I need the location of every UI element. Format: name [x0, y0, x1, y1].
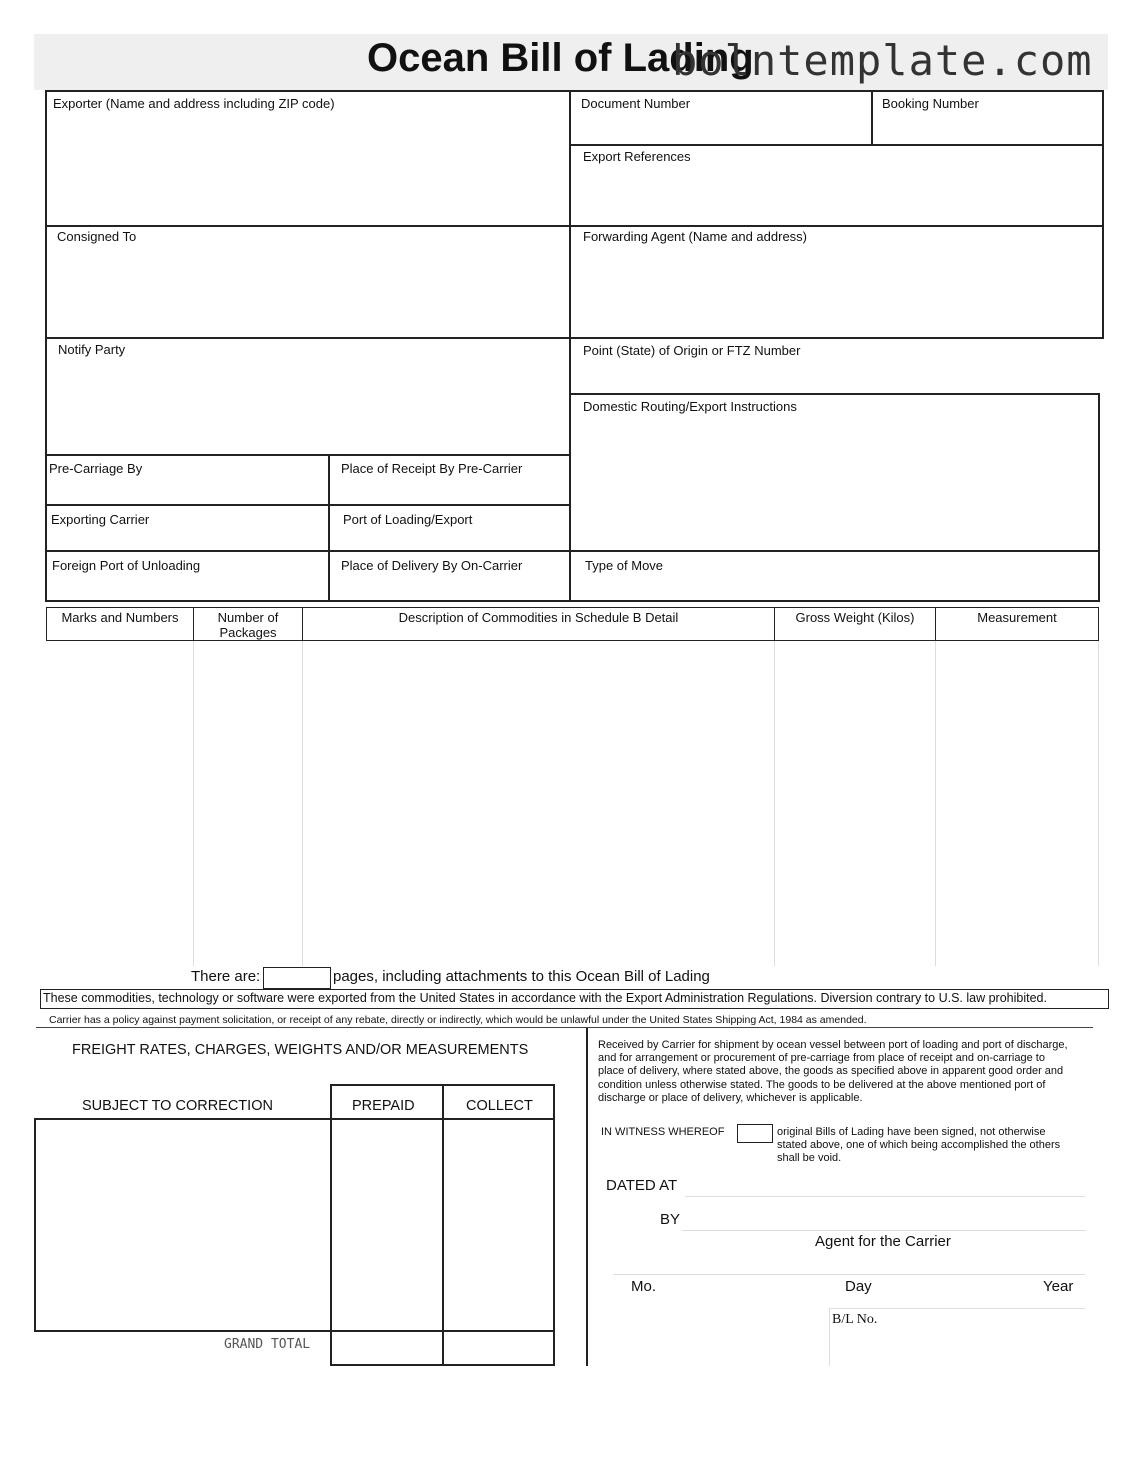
port-of-loading-label: Port of Loading/Export — [343, 512, 473, 527]
foreign-port-field[interactable] — [45, 550, 330, 602]
point-of-origin-label: Point (State) of Origin or FTZ Number — [583, 343, 801, 358]
export-regs-notice: These commodities, technology or software were exported from the United States in accordance with the Export Administration Regulations. Diversion contrary to U.S. law prohibited. — [43, 991, 1047, 1005]
consigned-to-field[interactable] — [45, 225, 571, 339]
pre-carriage-field[interactable] — [45, 454, 330, 506]
dated-at-label: DATED AT — [606, 1177, 678, 1194]
subject-to-correction: SUBJECT TO CORRECTION — [82, 1098, 273, 1114]
exporter-field[interactable] — [45, 90, 571, 227]
collect-area[interactable] — [442, 1118, 555, 1332]
domestic-routing-field[interactable] — [569, 393, 1100, 552]
grand-total-prepaid[interactable] — [330, 1330, 444, 1366]
consigned-to-label: Consigned To — [57, 229, 137, 244]
point-of-origin-field[interactable] — [569, 337, 1102, 395]
date-line[interactable] — [613, 1274, 1085, 1275]
document-number-label: Document Number — [581, 96, 691, 111]
col-description: Description of Commodities in Schedule B Detail — [302, 607, 775, 641]
bl-no-top-line — [829, 1308, 1085, 1309]
place-of-receipt-field[interactable] — [328, 454, 571, 506]
booking-number-label: Booking Number — [882, 96, 979, 111]
export-references-field[interactable] — [569, 144, 1104, 227]
exporter-label: Exporter (Name and address including ZIP code) — [53, 96, 335, 111]
dated-at-line[interactable] — [685, 1196, 1085, 1197]
notify-party-field[interactable] — [45, 337, 571, 456]
forwarding-agent-label: Forwarding Agent (Name and address) — [583, 229, 808, 244]
prepaid-area[interactable] — [330, 1118, 444, 1332]
pages-suffix: pages, including attachments to this Ocean Bill of Lading — [333, 968, 710, 985]
watermark: bolntemplate.com — [672, 36, 1093, 85]
witness-label: IN WITNESS WHEREOF — [601, 1126, 725, 1138]
receipt-text: Received by Carrier for shipment by ocean vessel between port of loading and port of discharge, and for arrangement or procurement of pre-carriage from place of receipt and on-carriage to place of delivery, where stated above, the goods as specified above in apparent good order and condition unless otherwise stated. The goods to be delivered at the above mentioned port of discharge or place of delivery, whichever is applicable. — [598, 1039, 1068, 1104]
export-regs-notice-box — [40, 989, 1109, 1009]
witness-text: original Bills of Lading have been signed, not otherwise stated above, one of which being accomplished the others shall be void. — [777, 1126, 1061, 1165]
month-label: Mo. — [631, 1278, 657, 1295]
notify-party-label: Notify Party — [58, 342, 126, 357]
type-of-move-field[interactable] — [569, 550, 1100, 602]
section-divider — [586, 1028, 588, 1366]
port-of-loading-field[interactable] — [328, 504, 571, 552]
bl-no-input[interactable] — [832, 1330, 1082, 1366]
pages-count-input[interactable] — [263, 967, 331, 989]
col-measurement: Measurement — [935, 607, 1099, 641]
grand-total-collect[interactable] — [442, 1330, 555, 1366]
pages-prefix: There are: — [191, 968, 261, 985]
place-of-receipt-label: Place of Receipt By Pre-Carrier — [341, 461, 523, 476]
exporting-carrier-label: Exporting Carrier — [51, 512, 150, 527]
type-of-move-label: Type of Move — [585, 558, 664, 573]
foreign-port-label: Foreign Port of Unloading — [52, 558, 201, 573]
collect-header — [442, 1084, 555, 1120]
freight-title: FREIGHT RATES, CHARGES, WEIGHTS AND/OR MEASUREMENTS — [72, 1042, 529, 1058]
place-of-delivery-field[interactable] — [328, 550, 571, 602]
original-count-input[interactable] — [737, 1124, 773, 1143]
domestic-routing-label: Domestic Routing/Export Instructions — [583, 399, 797, 414]
carrier-policy-notice: Carrier has a policy against payment solicitation, or receipt of any rebate, directly or indirectly, which would be unlawful under the United States Shipping Act, 1984 as amended. — [49, 1014, 867, 1026]
bl-no-label: B/L No. — [832, 1312, 878, 1327]
bl-no-side-line — [829, 1308, 830, 1366]
prepaid-label: PREPAID — [352, 1098, 415, 1114]
exporting-carrier-field[interactable] — [45, 504, 330, 552]
prepaid-header — [330, 1084, 444, 1120]
commodities-body[interactable] — [46, 641, 1098, 966]
by-label: BY — [660, 1211, 681, 1228]
grand-total-label: GRAND TOTAL — [224, 1337, 311, 1352]
pre-carriage-label: Pre-Carriage By — [49, 461, 143, 476]
column-divider — [1098, 641, 1099, 966]
agent-label: Agent for the Carrier — [815, 1233, 951, 1250]
booking-number-field[interactable] — [871, 90, 1104, 146]
by-line[interactable] — [682, 1230, 1086, 1231]
collect-label: COLLECT — [466, 1098, 533, 1114]
forwarding-agent-field[interactable] — [569, 225, 1104, 339]
place-of-delivery-label: Place of Delivery By On-Carrier — [341, 558, 523, 573]
col-gross-weight: Gross Weight (Kilos) — [774, 607, 936, 641]
divider — [36, 1027, 1093, 1028]
col-number-of-packages: Number of Packages — [193, 607, 303, 641]
day-label: Day — [845, 1278, 872, 1295]
document-number-field[interactable] — [569, 90, 873, 146]
col-marks-numbers: Marks and Numbers — [46, 607, 194, 641]
year-label: Year — [1043, 1278, 1074, 1295]
freight-description-area[interactable] — [34, 1118, 332, 1332]
export-references-label: Export References — [583, 149, 691, 164]
page-title: Ocean Bill of Lading — [367, 36, 754, 80]
